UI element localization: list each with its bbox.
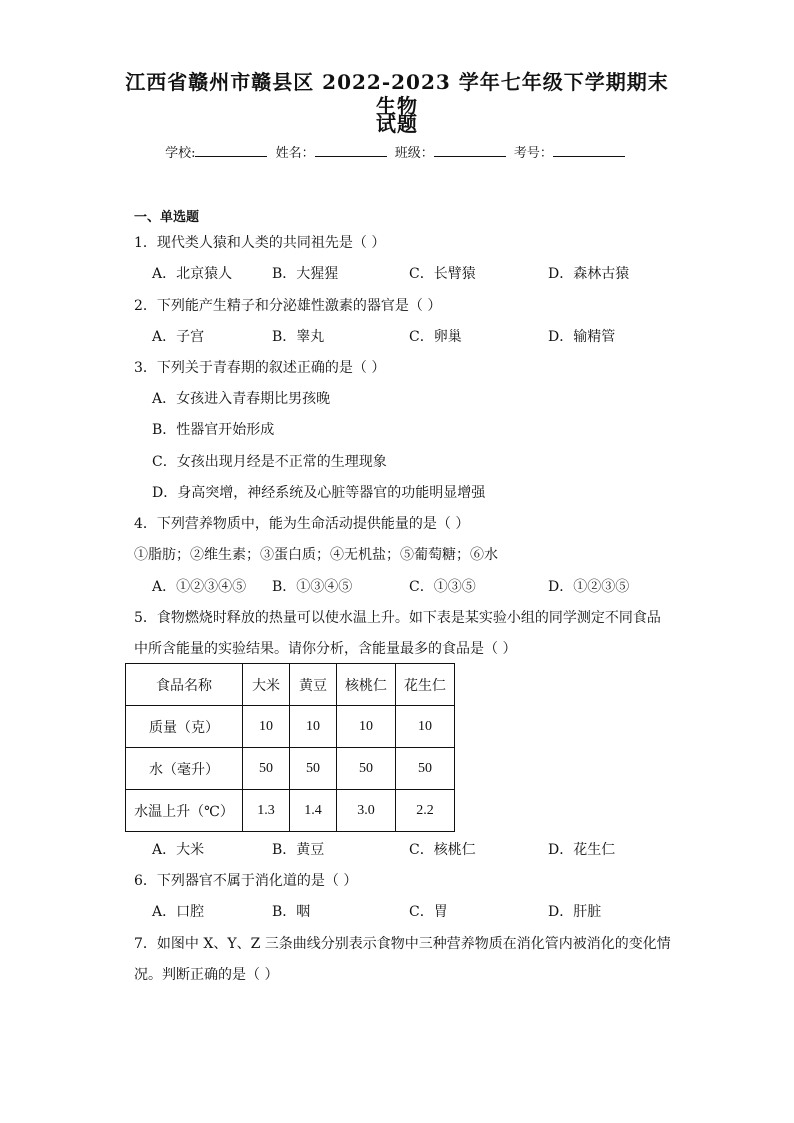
q4-option-a: A．①②③④⑤ [152,579,247,595]
exam-no-label: 考号： [513,146,553,161]
q3-option-d: D．身高突增，神经系统及心脏等器官的功能明显增强 [152,485,486,501]
q2-option-c: C．卵巢 [409,329,462,345]
table-cell: 3.0 [337,790,396,832]
q5-option-b: B．黄豆 [272,842,325,858]
q4-option-c: C．①③⑤ [409,579,476,595]
q2-option-b: B．睾丸 [272,329,325,345]
question-4-items: ①脂肪；②维生素；③蛋白质；④无机盐；⑤葡萄糖；⑥水 [134,547,498,563]
table-cell: 2.2 [396,790,455,832]
q1-option-d: D．森林古猿 [548,266,630,282]
section-heading: 一、单选题 [134,210,200,225]
q6-option-d: D．肝脏 [548,904,602,920]
table-cell: 10 [290,706,337,748]
q4-option-b: B．①③④⑤ [272,579,353,595]
question-4-stem: 4．下列营养物质中，能为生命活动提供能量的是（ ） [134,516,470,532]
student-info-line [0,144,794,163]
q3-option-c: C．女孩出现月经是不正常的生理现象 [152,454,387,470]
question-3-stem: 3．下列关于青春期的叙述正确的是（ ） [134,360,386,376]
name-label: 姓名： [275,146,315,161]
table-cell: 10 [396,706,455,748]
class-blank[interactable] [434,144,506,157]
q5-option-a: A．大米 [152,842,205,858]
q5-option-c: C．核桃仁 [409,842,476,858]
table-row [126,790,455,832]
table-header-cell: 花生仁 [396,664,455,706]
question-7-stem-line2: 况。判断正确的是（ ） [134,967,279,983]
table-row [126,706,455,748]
q3-option-a: A．女孩进入青春期比男孩晚 [152,391,331,407]
table-header-cell: 食品名称 [126,664,243,706]
table-cell: 50 [243,748,290,790]
school-label: 学校: [165,146,196,161]
table-header-cell: 大米 [243,664,290,706]
q1-option-a: A．北京猿人 [152,266,233,282]
table-row-label: 水温上升（℃） [126,790,243,832]
school-blank[interactable] [195,144,267,157]
question-6-stem: 6．下列器官不属于消化道的是（ ） [134,873,358,889]
q2-option-a: A．子宫 [152,329,205,345]
table-cell: 50 [337,748,396,790]
question-2-stem: 2．下列能产生精子和分泌雄性激素的器官是（ ） [134,298,442,314]
table-cell: 1.4 [290,790,337,832]
table-cell: 50 [396,748,455,790]
question-5-stem-line2: 中所含能量的实验结果。请你分析，含能量最多的食品是（ ） [134,641,517,657]
table-row [126,748,455,790]
exam-no-blank[interactable] [553,144,625,157]
table-cell: 50 [290,748,337,790]
q3-option-b: B．性器官开始形成 [152,422,275,438]
exam-title-line1: 江西省赣州市赣县区 2022-2023 学年七年级下学期期末生物 [125,70,669,118]
q6-option-a: A．口腔 [152,904,205,920]
table-row-label: 水（毫升） [126,748,243,790]
exam-title-line2: 试题 [376,112,418,136]
table-header-cell: 核桃仁 [337,664,396,706]
table-cell: 1.3 [243,790,290,832]
table-row-label: 质量（克） [126,706,243,748]
table-header-cell: 黄豆 [290,664,337,706]
q1-option-b: B．大猩猩 [272,266,339,282]
table-cell: 10 [243,706,290,748]
q6-option-b: B．咽 [272,904,311,920]
table-cell: 10 [337,706,396,748]
q5-option-d: D．花生仁 [548,842,616,858]
q2-option-d: D．输精管 [548,329,616,345]
question-7-stem-line1: 7．如图中 X、Y、Z 三条曲线分别表示食物中三种营养物质在消化管内被消化的变化情 [134,936,671,952]
question-1-stem: 1．现代类人猿和人类的共同祖先是（ ） [134,235,386,251]
q1-option-c: C．长臂猿 [409,266,476,282]
q6-option-c: C．胃 [409,904,448,920]
class-label: 班级： [394,146,434,161]
food-energy-table [125,663,455,832]
name-blank[interactable] [315,144,387,157]
question-5-stem-line1: 5．食物燃烧时释放的热量可以使水温上升。如下表是某实验小组的同学测定不同食品 [134,610,661,626]
q4-option-d: D．①②③⑤ [548,579,630,595]
table-header-row [126,664,455,706]
